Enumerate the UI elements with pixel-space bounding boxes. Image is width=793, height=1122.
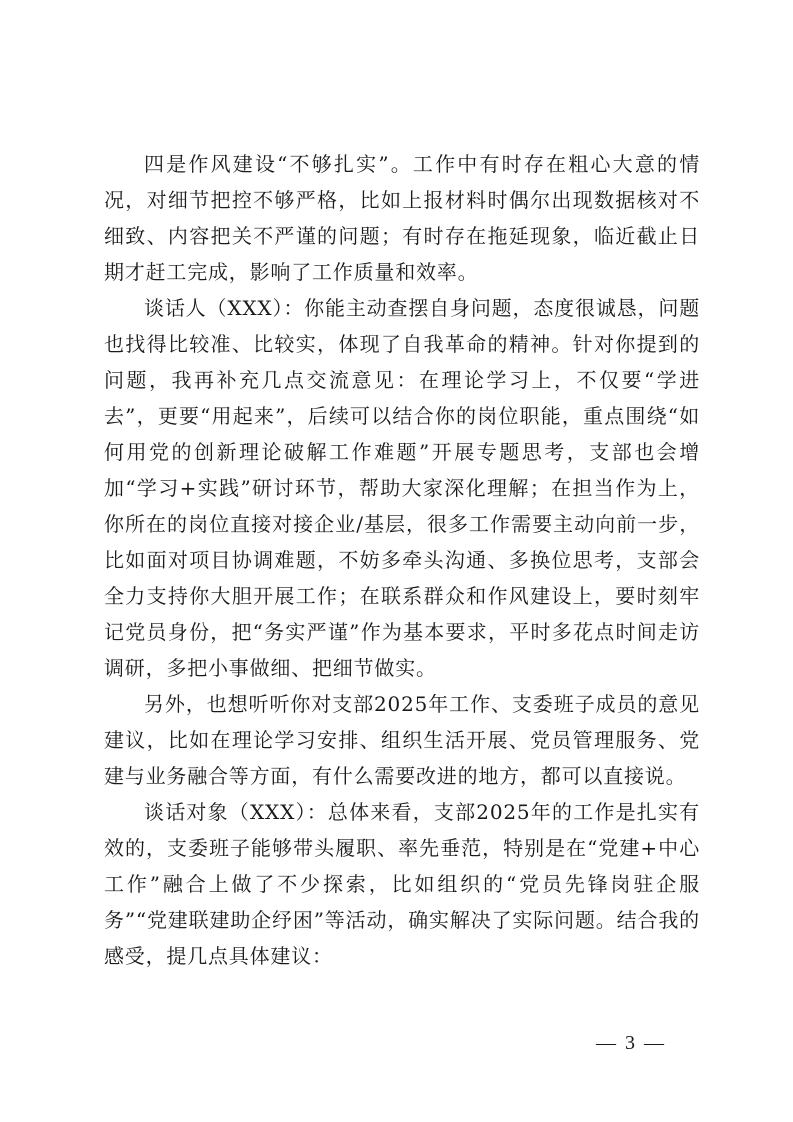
paragraph-request-suggestions: 另外，也想听听你对支部2025年工作、支委班子成员的意见建议，比如在理论学习安排、组织生活开展、党员管理服务、党建与业务融合等方面，有什么需要改进的地方，都可以直接说。 bbox=[104, 692, 700, 788]
paragraph-interviewer-feedback: 谈话人（XXX）：你能主动查摆自身问题，态度很诚恳，问题也找得比较准、比较实，体现了自我革命的精神。针对你提到的问题，我再补充几点交流意见：在理论学习上，不仅要“学进去”，更要“用起来”，后续可以结合你的岗位职能，重点围绕“如何用党的创新理论破解工作难题”开展专题思考，支部也会增加“学习+实践”研讨环节，帮助大家深化理解；在担当作为上，你所在的岗位直接对接企业/基层，很多工作需要主动向前一步，比如面对项目协调难题，不妨多牵头沟通、多换位思考，支部会全力支持你大胆开展工作；在联系群众和作风建设上，要时刻牢记党员身份，把“务实严谨”作为基本要求，平时多花点时间走访调研，多把小事做细、把细节做实。 bbox=[104, 296, 700, 680]
document-body bbox=[104, 146, 700, 974]
page-number: — 3 — bbox=[596, 1032, 666, 1054]
paragraph-interviewee-response: 谈话对象（XXX）：总体来看，支部2025年的工作是扎实有效的，支委班子能够带头履职、率先垂范，特别是在“党建+中心工作”融合上做了不少探索，比如组织的“党员先锋岗驻企服务”“党建联建助企纾困”等活动，确实解决了实际问题。结合我的感受，提几点具体建议： bbox=[104, 800, 700, 968]
paragraph-work-style: 四是作风建设“不够扎实”。工作中有时存在粗心大意的情况，对细节把控不够严格，比如上报材料时偶尔出现数据核对不细致、内容把关不严谨的问题；有时存在拖延现象，临近截止日期才赶工完成，影响了工作质量和效率。 bbox=[104, 152, 700, 284]
